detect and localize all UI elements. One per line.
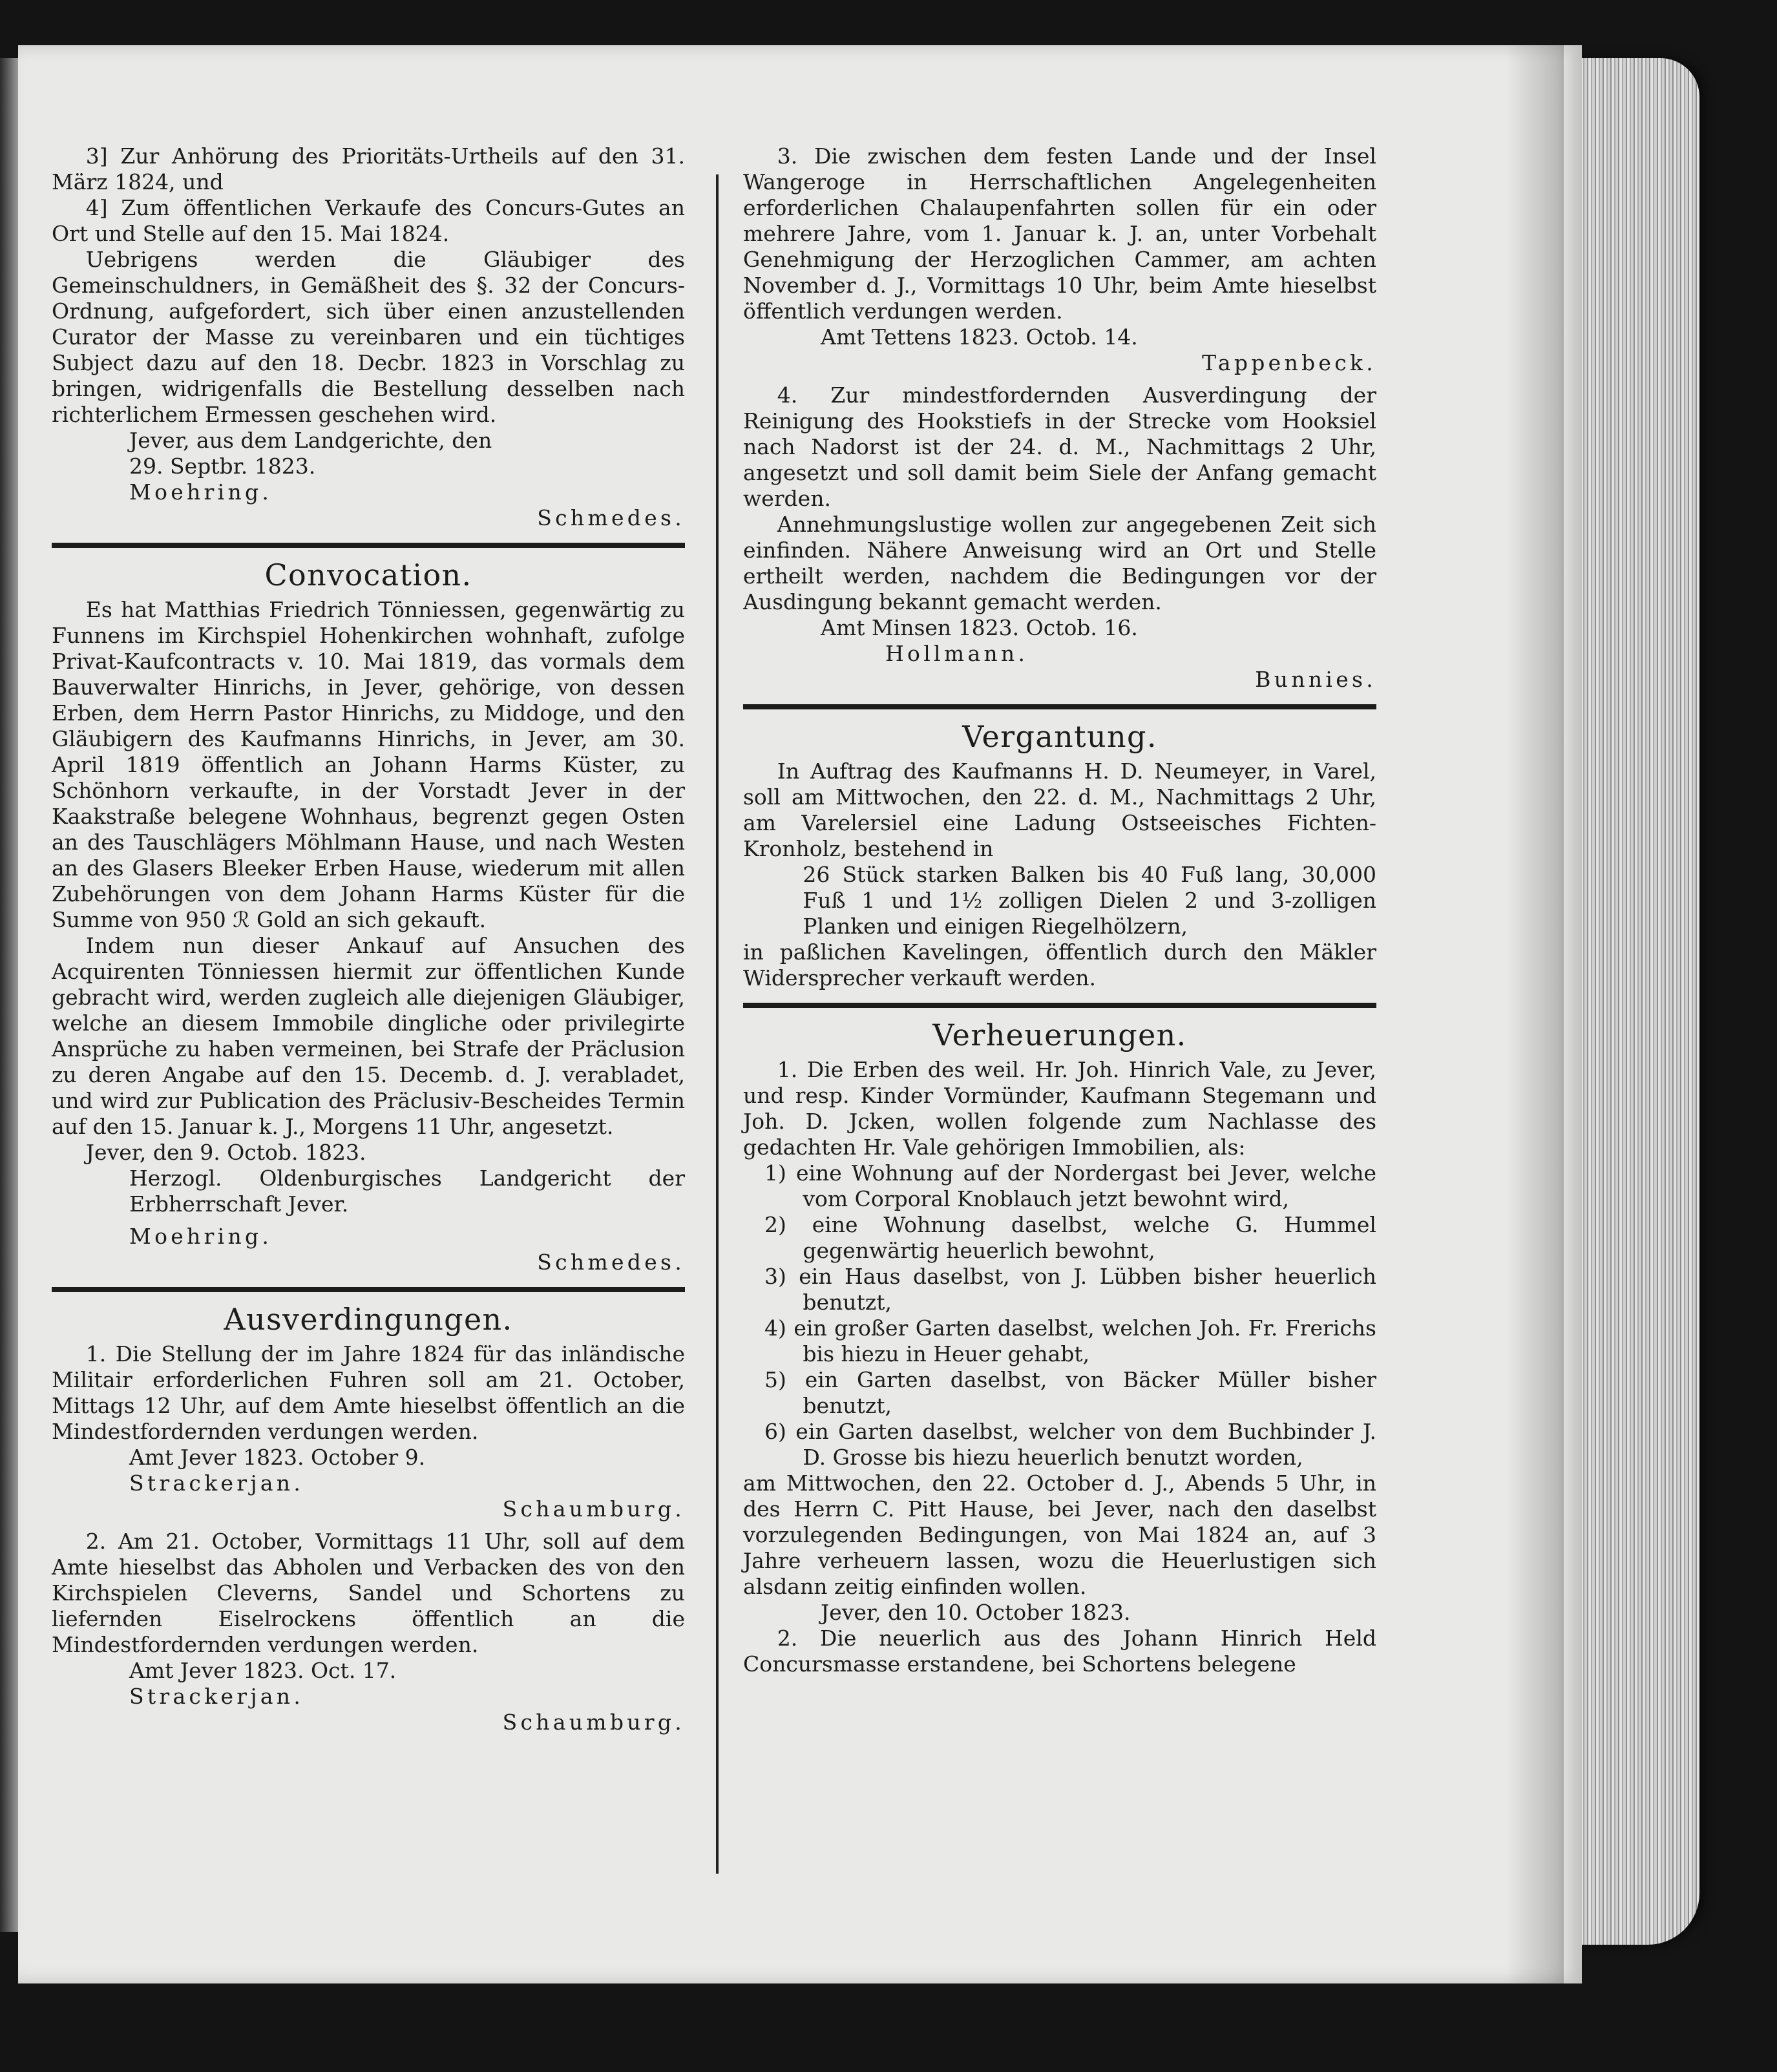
left-column <box>52 143 685 1735</box>
right-column <box>743 143 1376 1677</box>
signature: Schaumburg. <box>502 1710 685 1735</box>
text-paragraph: Indem nun dieser Ankauf auf Ansuchen des Acquirenten Tönniessen hiermit zur öffentlichen Kunde gebracht wird, werden zugleich alle diejenigen Gläubiger, welche an diesem Immobile dingliche oder privilegirte Ansprüche zu haben vermeinen, bei Strafe der Präclusion zu deren Angabe auf den 15. Decemb. d. J. verabladet, und wird zur Publication des Präclusiv-Bescheides Termin auf den 15. Januar k. J., Morgens 11 Uhr, angesetzt. <box>52 933 685 1139</box>
date-line: Amt Minsen 1823. Octob. 16. <box>821 615 1138 640</box>
signature: Bunnies. <box>1255 667 1376 692</box>
date-line: 29. Septbr. 1823. <box>129 454 316 479</box>
section-heading: Convocation. <box>264 558 472 592</box>
signature: Moehring. <box>129 479 273 505</box>
section-heading: Vergantung. <box>962 719 1157 754</box>
page-curl-shadow <box>1506 45 1564 1983</box>
signature: Schmedes. <box>537 505 685 530</box>
section-rule <box>743 1003 1376 1008</box>
court-line: Herzogl. Oldenburgisches Landgericht der Erbherrschaft Jever. <box>129 1166 685 1217</box>
text-paragraph: 3. Die zwischen dem festen Lande und der Insel Wangeroge in Herrschaftlichen Angelegenheiten erforderlichen Chalaupenfahrten sollen für ein oder mehrere Jahre, vom 1. Januar k. J. an, unter Vorbehalt Genehmigung der Herzoglichen Cammer, am achten November d. J., Vormittags 10 Uhr, beim Amte hieselbst öffentlich verdungen werden. <box>743 143 1376 324</box>
text-paragraph: 26 Stück starken Balken bis 40 Fuß lang, 30,000 Fuß 1 und 1½ zolligen Dielen 2 und 3-zolligen Planken und einigen Riegelhölzern, <box>803 862 1376 939</box>
signature: Strackerjan. <box>129 1470 304 1496</box>
text-paragraph: 3] Zur Anhörung des Prioritäts-Urtheils auf den 31. März 1824, und <box>52 143 685 194</box>
section-rule <box>52 1287 685 1292</box>
text-paragraph: Es hat Matthias Friedrich Tönniessen, gegenwärtig zu Funnens im Kirchspiel Hohenkirchen wohnhaft, zufolge Privat-Kaufcontracts v. 10. Mai 1819, das vormals dem Bauverwalter Hinrichs, in Jever, gehörige, von dessen Erben, dem Herrn Pastor Hinrichs, zu Middoge, und den Gläubigern des Kaufmanns Hinrichs, in Jever, am 30. April 1819 öffentlich an Johann Harms Küster, zu Schönhorn verkaufte, in der Vorstadt Jever in der Kaakstraße belegene Wohnhaus, begrenzt gegen Osten an des Tauschlägers Möhlmann Hause, und nach Westen an des Glasers Bleeker Erben Hause, wiederum mit allen Zubehörungen von dem Johann Harms Küster für die Summe von 950 ℛ Gold an sich gekauft. <box>52 597 685 932</box>
text-paragraph: 2. Am 21. October, Vormittags 11 Uhr, soll auf dem Amte hieselbst das Abholen und Verbacken des von den Kirchspielen Cleverns, Sandel und Schortens zu liefernden Eiselrockens öffentlich an die Mindestfordernden verdungen werden. <box>52 1529 685 1657</box>
text-paragraph: 4. Zur mindestfordernden Ausverdingung der Reinigung des Hookstiefs in der Strecke vom Hooksiel nach Nadorst ist der 24. d. M., Nachmittags 2 Uhr, angesetzt und soll damit beim Siele der Anfang gemacht werden. <box>743 382 1376 511</box>
text-paragraph: 4] Zum öffentlichen Verkaufe des Concurs-Gutes an Ort und Stelle auf den 15. Mai 1824. <box>52 195 685 246</box>
signature: Tappenbeck. <box>1202 350 1376 375</box>
signature: Schmedes. <box>537 1250 685 1275</box>
section-rule <box>743 704 1376 709</box>
date-line: Amt Jever 1823. Oct. 17. <box>129 1658 397 1683</box>
place-line: Jever, aus dem Landgerichte, den <box>129 428 492 453</box>
date-line: Amt Tettens 1823. Octob. 14. <box>821 324 1138 350</box>
text-paragraph: in paßlichen Kavelingen, öffentlich durch den Mäkler Widersprecher verkauft werden. <box>743 939 1376 990</box>
list-item: 1) eine Wohnung auf der Nordergast bei Jever, welche vom Corporal Knoblauch jetzt bewohnt wird, <box>764 1160 1376 1211</box>
signature: Moehring. <box>129 1224 273 1249</box>
list-item: 6) ein Garten daselbst, welcher von dem Buchbinder J. D. Grosse bis hiezu heuerlich benutzt worden, <box>764 1419 1376 1470</box>
section-rule <box>52 543 685 548</box>
text-paragraph: In Auftrag des Kaufmanns H. D. Neumeyer, in Varel, soll am Mittwochen, den 22. d. M., Nachmittags 2 Uhr, am Varelersiel eine Ladung Ostseeisches Fichten-Kronholz, bestehend in <box>743 759 1376 861</box>
text-paragraph: Annehmungslustige wollen zur angegebenen Zeit sich einfinden. Nähere Anweisung wird an Ort und Stelle ertheilt werden, nachdem die Bedingungen vor der Ausdingung bekannt gemacht werden. <box>743 512 1376 614</box>
signature: Hollmann. <box>885 641 1029 666</box>
text-paragraph: 1. Die Erben des weil. Hr. Joh. Hinrich Vale, zu Jever, und resp. Kinder Vormünder, Kaufmann Stegemann und Joh. D. Jcken, wollen folgende zum Nachlasse des gedachten Hr. Vale gehörigen Immobilien, als: <box>743 1057 1376 1160</box>
text-paragraph: 1. Die Stellung der im Jahre 1824 für das inländische Militair erforderlichen Fuhren soll am 21. October, Mittags 12 Uhr, auf dem Amte hieselbst öffentlich an die Mindestfordernden verdungen werden. <box>52 1341 685 1444</box>
section-heading: Ausverdingungen. <box>224 1302 513 1337</box>
facing-page-edge <box>0 58 18 1932</box>
column-divider <box>716 174 719 1874</box>
section-heading: Verheuerungen. <box>932 1018 1187 1052</box>
list-item: 5) ein Garten daselbst, von Bäcker Müller bisher benutzt, <box>764 1367 1376 1418</box>
date-line: Jever, den 10. October 1823. <box>821 1600 1131 1625</box>
list-item: 2) eine Wohnung daselbst, welche G. Hummel gegenwärtig heuerlich bewohnt, <box>764 1212 1376 1263</box>
text-paragraph: Uebrigens werden die Gläubiger des Gemeinschuldners, in Gemäßheit des §. 32 der Concurs-Ordnung, aufgefordert, sich über einen anzustellenden Curator der Masse zu vereinbaren und ein tüchtiges Subject dazu auf den 18. Decbr. 1823 in Vorschlag zu bringen, widrigenfalls die Bestellung desselben nach richterlichem Ermessen geschehen wird. <box>52 247 685 427</box>
date-line: Amt Jever 1823. October 9. <box>129 1445 426 1470</box>
signature: Schaumburg. <box>502 1496 685 1522</box>
date-line: Jever, den 9. Octob. 1823. <box>85 1140 366 1165</box>
list-item: 3) ein Haus daselbst, von J. Lübben bisher heuerlich benutzt, <box>764 1264 1376 1315</box>
text-paragraph: am Mittwochen, den 22. October d. J., Abends 5 Uhr, in des Herrn C. Pitt Hause, bei Jever, nach den daselbst vorzulegenden Bedingungen, von Mai 1824 an, auf 3 Jahre verheuern lassen, wozu die Heuerlustigen sich alsdann zeitig einfinden wollen. <box>743 1470 1376 1599</box>
signature: Strackerjan. <box>129 1684 304 1709</box>
list-item: 4) ein großer Garten daselbst, welchen Joh. Fr. Frerichs bis hiezu in Heuer gehabt, <box>764 1315 1376 1366</box>
text-paragraph: 2. Die neuerlich aus des Johann Hinrich Held Concursmasse erstandene, bei Schortens belegene <box>743 1626 1376 1677</box>
